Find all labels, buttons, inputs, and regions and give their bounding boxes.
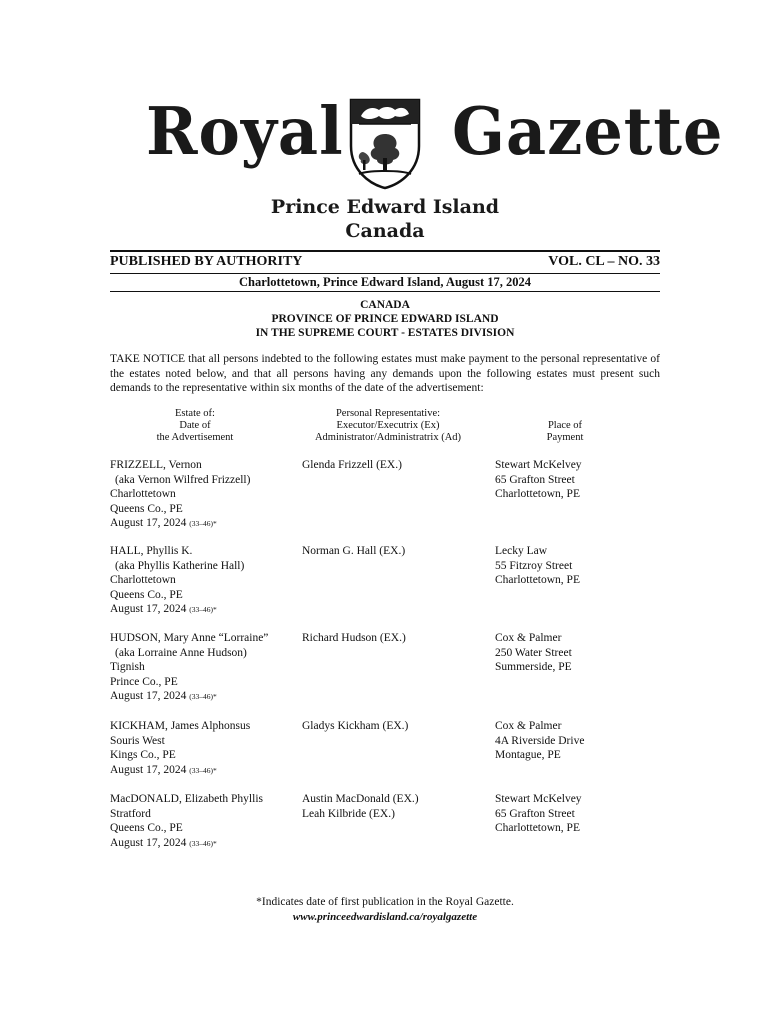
published-by-authority: PUBLISHED BY AUTHORITY [110, 254, 303, 269]
estate-location: Kings Co., PE [110, 749, 176, 761]
divider [110, 250, 660, 252]
estate-location: Tignish [110, 661, 145, 673]
estate-aka: (aka Lorraine Anne Hudson) [115, 646, 247, 659]
footer-note: *Indicates date of first publication in the Royal Gazette. [256, 896, 514, 908]
estate-date: August 17, 2024 (33–46)* [110, 690, 217, 702]
notice-paragraph: TAKE NOTICE that all persons indebted to the following estates must make payment to the personal representative of the estates noted below, and that all persons having any demands upon the following estates must present such demands to the representative within six months of the date of the advertisement: [110, 353, 660, 394]
estate-date: August 17, 2024 (33–46)* [110, 836, 217, 849]
estate-details [110, 792, 300, 851]
estate-name: KICKHAM, James Alphonsus [110, 720, 251, 732]
estate-name: FRIZZELL, Vernon [110, 459, 202, 471]
divider [110, 291, 660, 292]
estate-location: Queens Co., PE [110, 502, 183, 515]
column-header-representative: Personal Representative: Executor/Executrix (Ex) Administrator/Administratrix (Ad) [314, 408, 462, 443]
estate-payment: Cox & Palmer 4A Riverside Drive Montague, PE [495, 720, 585, 761]
estate-payment: Cox & Palmer 250 Water Street Summerside, PE [495, 632, 572, 673]
estate-location: Prince Co., PE [110, 675, 178, 688]
estate-location: Souris West [110, 734, 165, 747]
column-header-estate: Estate of: Date of the Advertisement [156, 408, 234, 443]
estate-details [110, 544, 300, 618]
masthead-title-right: Gazette [452, 93, 724, 170]
estate-representative: Richard Hudson (EX.) [302, 632, 406, 644]
masthead-subtitle-province: Prince Edward Island [270, 196, 500, 218]
estate-name: HALL, Phyllis K. [110, 545, 193, 557]
estate-location: Stratford [110, 807, 151, 820]
coat-of-arms-icon [345, 94, 425, 190]
estate-details [110, 458, 300, 532]
estate-date: August 17, 2024 (33–46)* [110, 603, 217, 615]
dateline: Charlottetown, Prince Edward Island, August 17, 2024 [238, 275, 532, 289]
estate-date: August 17, 2024 (33–46)* [110, 517, 217, 529]
estate-payment: Stewart McKelvey 65 Grafton Street Charlottetown, PE [495, 793, 582, 834]
estate-payment: Stewart McKelvey 65 Grafton Street Charlottetown, PE [495, 459, 582, 500]
estate-aka: (aka Phyllis Katherine Hall) [115, 559, 245, 572]
masthead-title-left: Royal [146, 93, 344, 170]
heading-line: PROVINCE OF PRINCE EDWARD ISLAND [271, 313, 499, 325]
estate-representative: Gladys Kickham (EX.) [302, 720, 409, 732]
estate-details [110, 631, 300, 705]
estate-location: Queens Co., PE [110, 588, 183, 601]
estate-representative: Norman G. Hall (EX.) [302, 545, 406, 557]
estate-location: Charlottetown [110, 574, 176, 586]
estate-aka: (aka Vernon Wilfred Frizzell) [115, 473, 251, 486]
divider [110, 273, 660, 274]
estate-name: HUDSON, Mary Anne “Lorraine” [110, 632, 269, 644]
volume-number: VOL. CL – NO. 33 [548, 254, 660, 269]
masthead-subtitle-country: Canada [345, 220, 425, 242]
masthead [0, 90, 770, 190]
estate-location: Queens Co., PE [110, 822, 183, 834]
estate-representative: Austin MacDonald (EX.) Leah Kilbride (EX.) [302, 793, 419, 820]
estate-location: Charlottetown [110, 488, 176, 500]
court-heading [110, 298, 660, 340]
estate-details [110, 719, 300, 778]
heading-line: IN THE SUPREME COURT - ESTATES DIVISION [255, 327, 515, 339]
estate-payment: Lecky Law 55 Fitzroy Street Charlottetown, PE [495, 545, 580, 586]
estate-date: August 17, 2024 (33–46)* [110, 763, 217, 776]
heading-line: CANADA [360, 299, 410, 311]
estate-name: MacDONALD, Elizabeth Phyllis [110, 793, 263, 805]
estate-representative: Glenda Frizzell (EX.) [302, 459, 402, 471]
footer-url-link[interactable]: www.princeedwardisland.ca/royalgazette [292, 911, 478, 923]
column-header-payment: Place of Payment [546, 420, 584, 443]
